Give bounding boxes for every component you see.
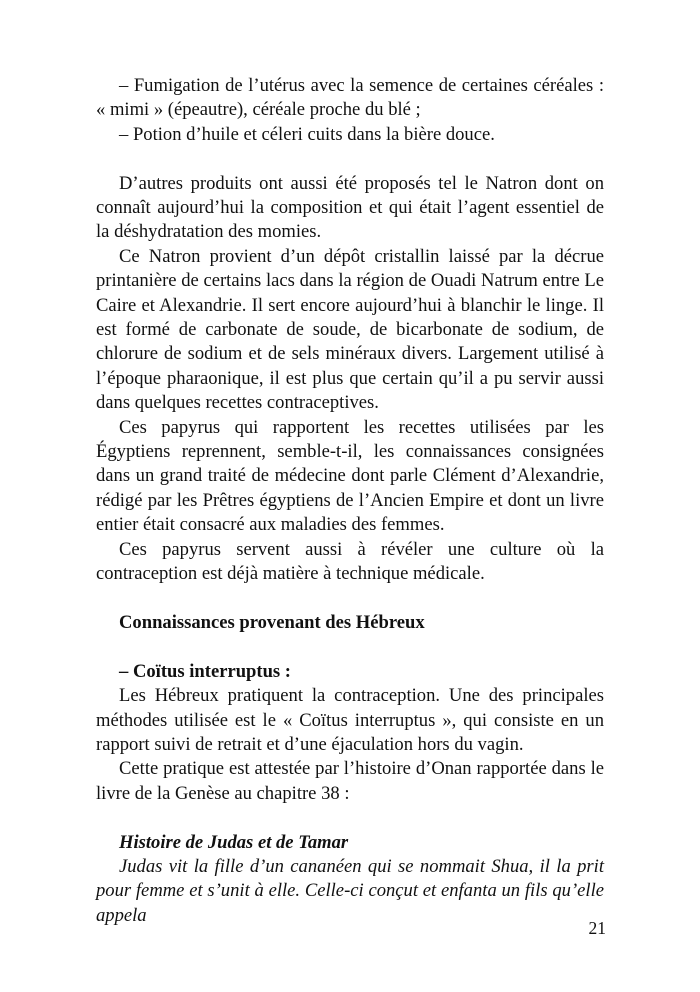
page-number: 21	[588, 918, 606, 938]
quote-text: Judas vit la fille d’un cananéen qui se nommait Shua, il la prit pour femme et s’unit à elle. Celle-ci conçut et enfanta un fils qu’elle appela	[96, 855, 604, 926]
spacer	[96, 635, 604, 659]
paragraph: Les Hébreux pratiquent la contraception. Une des principales méthodes utilisée est le « Coïtus interruptus », qui consiste en un rapport suivi de retrait et d’une éjaculation hors du vagin.	[96, 685, 604, 755]
paragraph: D’autres produits ont aussi été proposés tel le Natron dont on connaît aujourd’hui la composition et qui était l’agent essentiel de la déshydratation des momies.	[96, 172, 604, 243]
quote-title: Histoire de Judas et de Tamar	[119, 831, 349, 853]
list-item: – Fumigation de l’utérus avec la semence de certaines céréales : « mimi » (épeautre), céréale proche du blé ;	[96, 75, 604, 121]
paragraph: Ces papyrus servent aussi à révéler une culture où la contraception est déjà matière à technique médicale.	[96, 538, 604, 585]
paragraph: Cette pratique est attestée par l’histoire d’Onan rapportée dans le livre de la Genèse au chapitre 38 :	[96, 758, 604, 804]
spacer	[96, 806, 604, 830]
spacer	[96, 147, 604, 171]
list-item: – Potion d’huile et céleri cuits dans la bière douce.	[119, 123, 495, 145]
body-text	[96, 74, 604, 928]
section-heading: Connaissances provenant des Hébreux	[119, 611, 425, 633]
subheading: – Coïtus interruptus :	[119, 660, 292, 682]
spacer	[96, 587, 604, 611]
paragraph: Ces papyrus qui rapportent les recettes utilisées par les Égyptiens reprennent, semble-t-il, les connaissances consignées dans un grand traité de médecine dont parle Clément d’Alexandrie, rédigé par les Prêtres égyptiens de l’Ancien Empire et dont un livre entier était consacré aux maladies des femmes.	[96, 416, 604, 536]
paragraph: Ce Natron provient d’un dépôt cristallin laissé par la décrue printanière de certains lacs dans la région de Ouadi Natrum entre Le Caire et Alexandrie. Il sert encore aujourd’hui à blanchir le linge. Il est formé de carbonate de soude, de bicarbonate de sodium, de chlorure de sodium et de sels minéraux divers. Largement utilisé à l’époque pharaonique, il est plus que certain qu’il a pu servir aussi dans quelques recettes contraceptives.	[96, 245, 604, 414]
